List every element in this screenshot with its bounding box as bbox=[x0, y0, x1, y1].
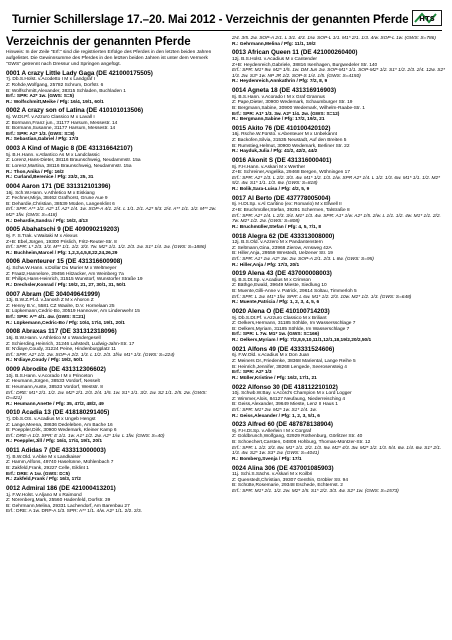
horse-entry-line: 13j. B.W.Z.Pf.d. v.Janosh Z M x Ahoron Z bbox=[6, 298, 94, 304]
horse-entry-line: Z: Pape,Dieter, 30900 Wedemark, Schaumburger Str. 19 bbox=[232, 100, 353, 106]
horse-entry-line: Z: Seltmann,Gina, 23968 Zierow, Arnsweg 42A bbox=[232, 245, 332, 251]
horse-entry-heading: 0014 Agneta 18 (DE 431316916903) bbox=[232, 87, 337, 95]
horse-entry-line: Z: Heumann,Jürgen, 38533 Vordorf, Nesselt bbox=[6, 379, 100, 385]
horse-entry-line: Z: Backofen,Silvia, 31535 Neustadt, Auf den Breiten 5 bbox=[232, 138, 347, 144]
horse-entry-line: Erf.: SPR: A1* 1w. A2* 3w. 2w. SOP-A 2/1. 2/3. L 8w. (GWS: S=95) bbox=[232, 256, 374, 262]
horse-entry bbox=[6, 183, 220, 224]
horse-entry-line: Erf.: SPR: M1* 2/1. 1/2. 2w. M2* 1/5. S1* 2/2. 3/3. 4w. S2* 1w. (GWS: S=1573) bbox=[232, 489, 399, 494]
horse-entry bbox=[232, 465, 446, 495]
horse-entry-line: 6j. W.Dt.Pf. v.Azzuro Classico M x Lavall I bbox=[6, 115, 95, 121]
horse-entry-heading: 0016 Akonit S (DE 431316000401) bbox=[232, 157, 332, 165]
horse-entry-line: B: Hiller,Anja, 29559 Wrestedt, Uelzener Str. 19 bbox=[232, 251, 333, 257]
horse-entry-line: 16j. Rsche.W.Fürsto. v.Abenteuer M x Unbekannt bbox=[232, 132, 337, 138]
horse-entry-line: R.: Bergmann,Sabine / Pfg: 17/2, 19/2, 21 bbox=[232, 117, 325, 123]
horse-entry-line: Z+B: Bruchmüller,Stefan, 39291 Schermen, Talstraße 8 bbox=[232, 207, 350, 213]
horse-entry-line: Erf.: SPR: M1* 9w. M2* 1/5. 1w. DM Jun 1w. SOP-M1* 1/1. SOP-M2* 1/2. S1* 1/2. 2/3. 2/4. 12w. S2* 1/3. 2w. S3* 1w. NP JR 1/2. SOP-S 1/4. 1/5. (GWS: S=4150) bbox=[232, 68, 446, 79]
horse-entry-heading: 0015 Akito 76 (DE 410100420102) bbox=[232, 124, 331, 132]
horse-entry-line: R.: Gehrmann,Melina / Pfg: 11/1, 19/2 bbox=[232, 41, 316, 47]
horse-entry-heading: 0023 Alfred 60 (DE 487878138904) bbox=[232, 421, 333, 429]
horse-entry-line: Z: Fechner,Mirja, 38462 Grafhorst, Grune Aue 9 bbox=[6, 196, 108, 202]
horse-entry bbox=[6, 447, 220, 483]
horse-entry-line: 12j. B.S.Holst. v.Acadius M x Cantender bbox=[232, 56, 317, 62]
horse-entry-line: B: N'diaye,Coudy, 31224 Peine, Hindenburgplatz 11 bbox=[6, 347, 117, 353]
hint-text: Hinweis: In der Zeile "Erf:" sind die registrierten Erfolge des Pferdes in den letzten beiden Jahren aufgelistet. Die Gewinnsumme des Pferdes in den letzten beiden Jahren ist unter dem Vermerk "GWS" getrennt nach Dressur und Springen angefügt. bbox=[6, 50, 212, 67]
horse-entry-heading: 0007 Abram (DE 304049641999) bbox=[6, 290, 100, 298]
horse-entry-line: 9j. F.H.Dt.Sp. v.Allerlein I M x Corgraf bbox=[232, 428, 312, 434]
horse-entry-line: 10j. B.S.Hann. v.Acorado I M x Princeton bbox=[6, 373, 93, 379]
horse-entry-line: Z: Bäthge,Ewald, 39649 Mieste, Siedlung 10 bbox=[232, 283, 327, 289]
horse-entry-line: Z: Bormann,Franz jun., 31177 Harsum, Messestr. 14 bbox=[6, 120, 118, 126]
horse-entry-line: 2/4. 3/5. 2w. SOP-A 2/1. L 3/1. 4/3. 1/w. SOP-L 1/1. M1* 2/1. 1/3. 4/w. SOP-L 1w. (GWS: S=786) bbox=[232, 36, 436, 41]
horse-entry-heading: 0017 Al Berto (DE 437778005004) bbox=[232, 194, 331, 202]
horse-entry-line: B: Heinrich,Jennifer, 38268 Lengede, Seerosensteig 4 bbox=[232, 364, 347, 370]
horse-entry-line: R.: Poeppler,Jill / Pfg: 16/4, 17/4, 19/1, 20/1 bbox=[6, 439, 102, 445]
horse-entry-line: Erf.: SPR: A2* 1/3. L 2/2. 3/3. 4w. M1* 1/2. 1/3. 1/w. SPR A2* 1/4. L 1/2. 1/3. 6w. M1* 1/1. 1/2. M2* 5/2. 4w. S1* 1/1. 1/3. 6w. (GWS: S=818) bbox=[232, 175, 440, 187]
horse-entry-line: R.: Bruchmüller,Stefan / Pfg: 4, 5, 7/1, 8 bbox=[232, 224, 322, 230]
horse-entry-line: B: Muente,Gilli-Anne v. Patrick, 29614 Soltau, Timmerloh 5 bbox=[232, 289, 357, 295]
horse-entry-line: Z: Meiners Dr.,Friedenke, 38368 Mariental, Lange Reihe 5 bbox=[232, 358, 356, 364]
horse-entry-line: Erf.: SPR: A2* 1w. (GWS: S=5) bbox=[6, 94, 75, 100]
horse-entry-line: Erf.: SPR: A2* 1/4. L 2/3. 3/4. M1* 1/3. 4w. SPR: A1* 1/w. A2* 1/5. 2/w. L 1/1. 1/2. 4w. M1* 1/1. 2/2. 7w. M2* 1/2. 2w. (GWS: S=808) bbox=[232, 213, 441, 225]
horse-entry-line: Erf.: DRE: A 1w. (GWS: D=5) bbox=[6, 471, 70, 477]
horse-entry-line: Erf.: SPR: L 1/2. 3/3. 8w. M1* 1/1. 2/2. 1/3. 5w. M2* 4/3. 3w. M2* 1/2. 1/3. 5/4. 6w. 1/4. 6w. S1* 2/1. 1/3. 4w. S2* 1w. S3* 1w. (GWS: S=4041) bbox=[232, 445, 442, 457]
horse-entry-line: 9j. F. S.Trak. v.Waitaki M x Alexus bbox=[6, 233, 78, 239]
horse-entry-line: B: Bergmann,Sabine, 30900 Wedemark, Wilhelm-Raabe-Str. 1 bbox=[232, 105, 365, 111]
horse-entry-line: B: Dehardie,Christian, 38539 Müden, Langenklint 6 bbox=[6, 201, 115, 207]
horse-entry-line: Erf.: SPR: A2* 1/3 bbox=[232, 370, 272, 376]
horse-entry-line: R.: Bolik,Sara-Luisa / Pfg: 4/2, 5, 9 bbox=[232, 187, 310, 192]
horse-entry-line: 5j. B.H.Hann. v.Atlantico As M x Landclassic bbox=[6, 152, 100, 158]
horse-entry bbox=[232, 346, 446, 382]
right-column bbox=[232, 36, 446, 636]
horse-entry-heading: 0011 Adidas 7 (DE 433313000003) bbox=[6, 447, 106, 455]
horse-entry-heading: 0024 Alina 306 (DE 437001085903) bbox=[232, 464, 334, 472]
horse-entry-line: B: Poeppler,Dirk, 30900 Wedemark, Kleiner Kamp 6 bbox=[6, 428, 117, 434]
horse-entry-line: Z: Henny B.V., 5581 CZ Waalre, D.V. Hornelaan 25 bbox=[6, 303, 115, 309]
horse-entry-heading: 0001 A crazy Little Lady Gaga (DE 421000175505) bbox=[6, 69, 153, 77]
horse-entry bbox=[6, 145, 220, 181]
horse-entry-line: Erf.: SPR: A2* 1/3. (GWS: S=8) bbox=[6, 131, 75, 137]
horse-entry-heading: 0013 African Queen 11 (DE 421000260400) bbox=[232, 49, 358, 57]
horse-entry-line: Z: Rohde,Wolfgang, 25782 Schrum, Dorfstr. 6 bbox=[6, 82, 104, 88]
horse-entry-heading: 0012 Admiral 186 (DE 421000413201) bbox=[6, 484, 116, 492]
section-title: Verzeichnis der genannten Pferde bbox=[6, 36, 191, 48]
horse-entry-line: R.: Curland,Berenice / Pfg: 23/2, 25, 31 bbox=[6, 175, 94, 181]
horse-entry-line: B: Oelkers,Myriam, 31185 Söhlde, Im Wasserschlage 7 bbox=[232, 326, 350, 332]
horse-entry-line: B: Wolfschmitt,Alexander, 38315 Schladen, Buchladen 1 bbox=[6, 88, 126, 94]
left-entry-list bbox=[6, 70, 220, 515]
horse-entry-line: R.: Zakfeld,Frank / Pfg: 16/3, 17/2 bbox=[6, 477, 81, 483]
horse-entry-heading: 0003 A Kind of Magic 8 (DE 431316642107) bbox=[6, 145, 133, 153]
horse-entry-line: B: Heumann,Auste, 38533 Vordorf, Weststr. 8 bbox=[6, 384, 103, 390]
horse-entry bbox=[232, 36, 446, 47]
horse-entry-heading: 0022 Alfonso 30 (DE 418112210102) bbox=[232, 383, 338, 391]
horse-entry-line: B: Gehrmann,Melina, 29331 Lachendorf, Am Barenbau 27 bbox=[6, 503, 130, 509]
horse-entry-heading: 0008 Abraxas 117 (DE 331312318096) bbox=[6, 328, 117, 336]
horse-entry-line: R.: Drechsler,Konrad / Pfg: 19/2, 21, 27, 30/1, 31, 50/1 bbox=[6, 282, 126, 288]
right-entry-list bbox=[232, 36, 446, 495]
horse-entry-line: Erf.: SPR: A** 4/1. 4w. (GWS: S=21) bbox=[6, 315, 86, 320]
horse-entry-line: 1j. F.W.Holst. v.Aljano M x Raimond bbox=[6, 492, 82, 498]
horse-entry-line: R.: Müller,Kristine / Pfg: 16/2, 17/1, 21 bbox=[232, 375, 317, 381]
horse-entry-line: Z+B: Schreiner,Angelika, 29468 Bergen, Wöhningen 17 bbox=[232, 170, 351, 176]
horse-entry-line: B: Philips,Hans-Heinrich, 31515 Wunstorf, Wunstorfer Straße 19 bbox=[6, 277, 143, 283]
horse-entry-line: R.: Heydenreich,Annkathrin / Pfg: 7/2, 8, 9 bbox=[232, 79, 328, 85]
horse-entry-heading: 0006 Abenteurer 15 (DE 431316600908) bbox=[6, 258, 123, 266]
horse-entry-heading: 0021 Alfons 49 (DE 433331524606) bbox=[232, 345, 335, 353]
horse-entry-line: B: Schütte,Rosemarie, 29348 Eschede, Echternst. 2 bbox=[232, 483, 343, 489]
header-rule bbox=[12, 30, 442, 31]
horse-entry-line: 12j. B.S.Old. v.Azzero M x Pandantenstern bbox=[232, 240, 323, 246]
horse-entry-line: Z: Nörenberg,Mark, 25560 Hadenfeld, Dorfstr. 39 bbox=[6, 498, 111, 504]
horse-entry-line: 11j. Schi.S.Sächs. v.Askari M x Koilbri bbox=[232, 472, 313, 478]
horse-entry bbox=[6, 70, 220, 106]
horse-entry-line: Z: Fraatz,Hannelore, 29456 Hitzacker, Am Weinberg 7a bbox=[6, 271, 124, 277]
horse-entry-heading: 0018 Alegra 62 (DE 433313008000) bbox=[232, 232, 335, 240]
horse-entry-heading: 0004 Aaron 171 (DE 331312101396) bbox=[6, 182, 111, 190]
horse-entry-line: R.: Oelkers,Myriam / Pfg: 7/2,8,9,10,11/1,12/1,18,19/2,20/2,50/1 bbox=[232, 338, 372, 343]
horse-entry-line: Z+B: Heydenreich,Gabriele, 38816 Isenhagen, Burgwedeler Str. 140 bbox=[232, 62, 378, 68]
horse-entry-line: 8j. H.Dt.Sp. v.Al Cantino (ex: Romario) M x Ellwell II bbox=[232, 202, 342, 208]
horse-entry bbox=[6, 366, 220, 407]
horse-entry bbox=[6, 226, 220, 256]
horse-entry-line: R.: Hiller,Anja / Pfg: 17/3, 20/1 bbox=[232, 262, 300, 268]
horse-entry-line: B: Lüpkemann,Cedric-Bo, 30519 Hannover, Am Lindenwehr 15 bbox=[6, 309, 140, 315]
horse-entry-line: B: Bormann,Susanne, 31177 Harsum, Messestr. 14 bbox=[6, 126, 116, 132]
horse-entry-line: Z: Lange,Meena, 38636 Dedeleben, Am Bache 16 bbox=[6, 422, 113, 428]
horse-entry-line: B: Geiss,Alexander, 39649 Mieste, Lenz II Haus 1 bbox=[232, 402, 338, 408]
horse-entry bbox=[232, 87, 446, 123]
page-title: Turnier Schillerslage 17.–20. Mai 2012 - Verzeichnis der genannten Pferde bbox=[12, 13, 409, 26]
horse-entry-line: Z: Quenstedt,Christian, 39307 Genthin, Gröbler Str. 94 bbox=[232, 477, 348, 483]
horse-entry-line: Z: Oelkers,Hermann, 31185 Söhlde, Im Wassersschlage 7 bbox=[232, 321, 356, 327]
horse-entry-line: 6j. F.W.Old. v.Acadius M x Don Juan bbox=[232, 353, 310, 359]
horse-entry bbox=[6, 291, 220, 327]
horse-entry-line: R.: Bomberg,Svenja / Pfg: 17/1 bbox=[232, 456, 302, 462]
horse-entry-line: Erf.: DRE: M1* 2/1. 1/2. 1w. M2* 2/1. 2/3. 2/4. 1/5. 1w. S1* 1/1. 3/2. 1w. S2 1/1. 2/5. 2w. (GWS: D=421) bbox=[6, 390, 207, 402]
horse-entry bbox=[6, 258, 220, 288]
horse-entry-line: R.: N'diaye,Coudy / Pfg: 19/2, 50/1 bbox=[6, 358, 83, 364]
horse-entry-line: Z: Lorenz,Hans-Dieter, 38116 Braunschweig, Neudammstr. 15a bbox=[6, 158, 141, 164]
horse-entry-line: R.: Geiss,Alexander / Pfg: 1, 2, 3, 5/1, 6 bbox=[232, 413, 320, 419]
horse-entry-line: B: Zakfeld,Frank, 29227 Celle, Eiklint 1 bbox=[6, 466, 89, 471]
horse-entry-heading: 0019 Alena 43 (DE 437000008003) bbox=[232, 270, 332, 278]
horse-entry bbox=[232, 195, 446, 231]
horse-entry-line: B: Lorenz,Martina, 38116 Braunschweig, Neudammstr. 15a bbox=[6, 164, 132, 169]
horse-entry-line: Erf.: SPR: L* 2/3. 1/3. M** 1/1. 1/2. 3/3. 7w. M2* 1/1. 1/2. 2/3. 1w. S1* 1/4. 1w. (GWS: S=1886) bbox=[6, 245, 207, 251]
horse-entry bbox=[232, 308, 446, 344]
horse-entry bbox=[232, 157, 446, 193]
horse-entry-line: Erf.: SPR: L 1w. M1* 1fw. SPR: L 6w. M1* 1/2. 2/3. 10w. M2* 1/2. 1/3. (GWS: S=648) bbox=[232, 294, 412, 300]
horse-entry-line: 4j. Schw.W.Hann. v.Dollar Du Murier M x Weltmeyer bbox=[6, 266, 117, 272]
horse-entry-line: 7j. Db.S.OS. v.Acadius M x Ungeb Hengst bbox=[6, 417, 96, 423]
horse-entry-line: 8j. F.H.Hann. v.Askari M x Werther bbox=[232, 164, 306, 170]
left-column bbox=[6, 36, 220, 636]
horse-entry-line: Z+B: Ebel,Jürgen, 19300 Prislich, Fritz-Reuter-Str. 8 bbox=[6, 239, 117, 245]
horse-entry-line: 10j. Schwb.W.Bay. v.Acord's Champion M x Lord Logger bbox=[232, 391, 352, 397]
svg-text:HTS: HTS bbox=[419, 15, 435, 23]
horse-entry-line: Erf.: SPR: M1* 2w. M2* 1w. S1* 1/4. 1w. bbox=[232, 407, 318, 413]
horse-entry-line: Z: Hamm,Alfons, 49740 Haselünne, Mühlenbach 7 bbox=[6, 460, 114, 466]
horse-entry-line: R.: Heumann,Anette / Pfg: 35, 47/2, 48/2, 49 bbox=[6, 401, 104, 407]
horse-entry-line: 8j. B.S.Dt.Sp. v.Acadius M x Crimson bbox=[232, 277, 311, 283]
horse-entry bbox=[232, 233, 446, 269]
horse-entry-line: 9j. Db.S.Dt.Pf. v.Azzuro Classico M x Briliant bbox=[232, 315, 327, 321]
horse-entry-heading: 0010 Acadia 13 (DE 418180291405) bbox=[6, 409, 110, 417]
horse-entry-line: 7j. B.W.Old. v.Abke M x Landkaiser bbox=[6, 454, 81, 460]
horse-entry-line: R.: Dehardie,Sandra / Pfg: 16/2, 4/13 bbox=[6, 218, 88, 224]
horse-entry-line: 16j. B.W.Hann. v.Athletico M x Wandergesell bbox=[6, 335, 101, 341]
horse-entry-line: R.: Sebastian,Gabriel / Pfg: 17/3 bbox=[6, 137, 79, 143]
horse-entry-heading: 0005 Abahatschi 9 (DE 409090219203) bbox=[6, 226, 120, 234]
horse-entry bbox=[232, 125, 446, 155]
horse-entry-line: Erf.: SPR: A1* 1/3. 3w. A2* 1/4. 2w. (GWS: S=12) bbox=[232, 111, 340, 117]
horse-entry-line: 8j. B.S.Hann. v.Acorado I M x Graf Grannus bbox=[232, 94, 325, 100]
horse-entry-line: R.: Muente,Patricia / Pfg: 1, 2, 3, 4, 5, 6 bbox=[232, 300, 320, 306]
horse-entry-line: Z: Schierding,Heinrich, 31246 Lahstedt, Ludwig-Jahn-Str. 17 bbox=[6, 341, 135, 347]
page-header bbox=[12, 10, 442, 32]
horse-entry bbox=[6, 107, 220, 143]
horse-entry-line: Erf.: SPR: A** 1/2. A2* 1f. A2* 1/4. 1w. SOP-A 4/1. 2/4. L 1/1. 2/1. A2* 5/3. 2/4. A** 1/1. 1/2. M** 2w. M2* 1fw. (GWS: S=418) bbox=[6, 207, 217, 218]
horse-entry bbox=[232, 270, 446, 306]
horse-entry-line: Erf.: DRE: A 1w. DRP-A 1/3. SPR: A** 1/1. 4/w. A2* 1/1. 2/2. 2/3. bbox=[6, 509, 142, 515]
horse-entry-line: Erf.: SPR: L 7w. M1* 1w. (GWS: S=166) bbox=[232, 332, 320, 338]
horse-entry-line: R.: Buchheim,Marcel / Pfg: 1,2,3,4,5,8,22,24,26,29 bbox=[6, 250, 118, 256]
horse-entry bbox=[232, 421, 446, 462]
horse-entry-line: R.: Wolfschmitt,Meike / Pfg: 16/4, 19/1, 60/1 bbox=[6, 99, 104, 105]
horse-entry bbox=[6, 328, 220, 364]
horse-entry-line: R.: Lüpkemann,Cedric-Bo / Pfg: 10/4, 17/4, 19/1, 20/1 bbox=[6, 320, 125, 326]
horse-entry-heading: 0020 Alena O (DE 410100714203) bbox=[232, 308, 330, 316]
horse-entry-line: Erf.: DRE-A 1/2. SPR: E 1/1. 1w. A1* 1/2. 2w. A2* 1/w. L 1fw. (GWS: S=40) bbox=[6, 433, 165, 439]
horse-entry bbox=[232, 384, 446, 420]
horse-entry-line: Z: Wimmer,Alois, 84127 Neufaung, Niederreisching 4 bbox=[232, 396, 346, 402]
horse-entry-line: Erf.: SPR: A2* 1/2. 2w. SOP-A 2/2. 1/3. L 1/2. 2/3. 1f/w. M1* 1/3. (GWS: S=224) bbox=[6, 352, 175, 358]
horse-entry bbox=[6, 409, 220, 445]
horse-entry-line: B: Schoechert,Carsten, 04808 Hohburg, Thomas-Müntzer-Str. 12 bbox=[232, 440, 371, 446]
hts-logo bbox=[412, 10, 442, 26]
horse-entry-heading: 0009 Abrodite (DE 431312306602) bbox=[6, 366, 106, 374]
horse-entry-line: 16j. Sch.W.Hann. v.Athletico M x Eiskiang bbox=[6, 190, 95, 196]
horse-entry bbox=[6, 485, 220, 515]
horse-entry-line: Z: Goldbrunch,Wolfgang, 02929 Rothenburg, Görlitzer Str. 40 bbox=[232, 434, 363, 440]
horse-entry-line: R.: Thon,Anika / Pfg: 16/2 bbox=[6, 169, 64, 175]
horse-entry-line: 7j. Db.S.Holst. v.Acodetto I M x Landgraf I bbox=[6, 77, 95, 83]
horse-entry-line: B: Rumstieg,Helmut, 30900 Wedemark, Berliner Str. 22 bbox=[232, 143, 350, 149]
horse-entry-line: R.: Hayduk,Julia / Pfg: 41/2, 42/2, 44/2 bbox=[232, 149, 318, 155]
horse-entry-heading: 0002 A crazy son of Latina (DE 410101013506) bbox=[6, 107, 144, 115]
horse-entry bbox=[232, 49, 446, 85]
